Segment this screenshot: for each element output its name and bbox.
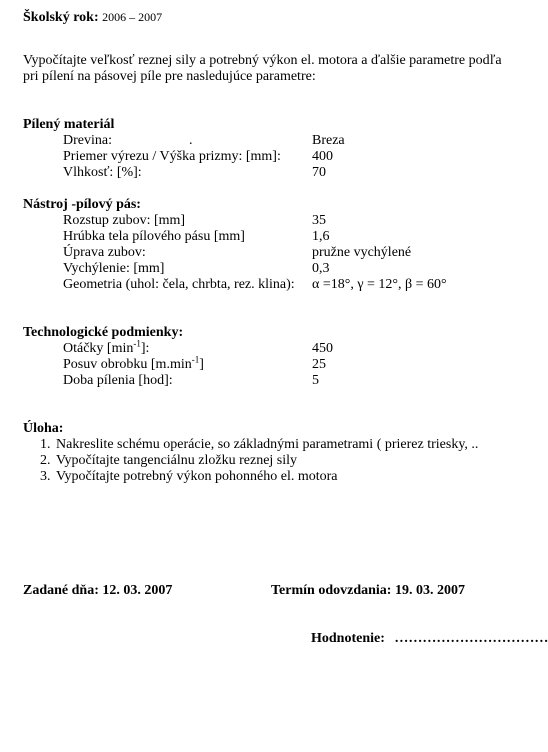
- material-label: Drevina:: [63, 133, 112, 148]
- task-item: [40, 437, 478, 453]
- intro-line-2: pri pílení na pásovej píle pre nasledujúce parametre:: [23, 69, 316, 84]
- tool-heading: Nástroj -pílový pás:: [23, 197, 141, 212]
- material-label: Vlhkosť: [%]:: [63, 165, 142, 180]
- tool-label: Hrúbka tela pílového pásu [mm]: [63, 229, 245, 244]
- task-heading: Úloha:: [23, 421, 64, 436]
- assigned-label: Zadané dňa:: [23, 583, 99, 598]
- rpm-label-suffix: ]:: [140, 341, 150, 356]
- rpm-label-prefix: Otáčky [min: [63, 341, 134, 356]
- material-value: Breza: [312, 133, 345, 148]
- time-value: 5: [312, 373, 319, 388]
- feed-label: [63, 354, 204, 373]
- school-year-line: [23, 9, 162, 26]
- task-text: Nakreslite schému operácie, so základnými parametrami ( prierez triesky, ..: [56, 437, 479, 452]
- tech-heading: Technologické podmienky:: [23, 325, 184, 340]
- task-text: Vypočítajte potrebný výkon pohonného el. motora: [56, 469, 338, 484]
- material-value: 70: [312, 165, 326, 180]
- feed-label-sup: -1: [191, 354, 200, 365]
- rpm-value: 450: [312, 341, 333, 356]
- dot-mark: .: [189, 133, 193, 148]
- feed-value: 25: [312, 357, 326, 372]
- task-item: [40, 453, 297, 469]
- tool-value: 35: [312, 213, 326, 228]
- tool-label: Úprava zubov:: [63, 245, 146, 260]
- task-text: Vypočítajte tangenciálnu zložku reznej sily: [56, 453, 298, 468]
- tool-value: α =18°, γ = 12°, β = 60°: [312, 277, 447, 292]
- tool-value: 0,3: [312, 261, 330, 276]
- rating-dots: ……………………………: [394, 631, 548, 646]
- rpm-label-sup: -1: [133, 338, 141, 349]
- tool-value: pružne vychýlené: [312, 245, 412, 260]
- assigned-date: 12. 03. 2007: [102, 583, 173, 598]
- rating-line: [311, 631, 548, 647]
- due-date: 19. 03. 2007: [394, 583, 465, 598]
- task-item: [40, 469, 338, 485]
- tool-label: Rozstup zubov: [mm]: [63, 213, 186, 228]
- rpm-label: [63, 338, 150, 357]
- feed-label-suffix: ]: [199, 357, 204, 372]
- tool-label: Vychýlenie: [mm]: [63, 261, 165, 276]
- rating-label: Hodnotenie:: [311, 631, 385, 646]
- assigned-line: [23, 583, 172, 599]
- task-number: 2.: [40, 453, 51, 468]
- tool-value: 1,6: [312, 229, 330, 244]
- due-line: [271, 583, 465, 599]
- feed-label-prefix: Posuv obrobku [m.min: [63, 357, 192, 372]
- material-label: Priemer výrezu / Výška prizmy: [mm]:: [63, 149, 281, 164]
- school-year-value: 2006 – 2007: [102, 10, 163, 24]
- tool-label: Geometria (uhol: čela, chrbta, rez. klina):: [63, 277, 295, 292]
- intro-line-1: Vypočítajte veľkosť reznej sily a potrebný výkon el. motora a ďalšie parametre podľa: [23, 53, 502, 68]
- task-number: 3.: [40, 469, 51, 484]
- school-year-label: Školský rok:: [23, 10, 99, 25]
- time-label: Doba pílenia [hod]:: [63, 373, 173, 388]
- material-heading: Pílený materiál: [23, 117, 115, 132]
- task-number: 1.: [40, 437, 51, 452]
- due-label: Termín odovzdania:: [271, 583, 392, 598]
- material-value: 400: [312, 149, 333, 164]
